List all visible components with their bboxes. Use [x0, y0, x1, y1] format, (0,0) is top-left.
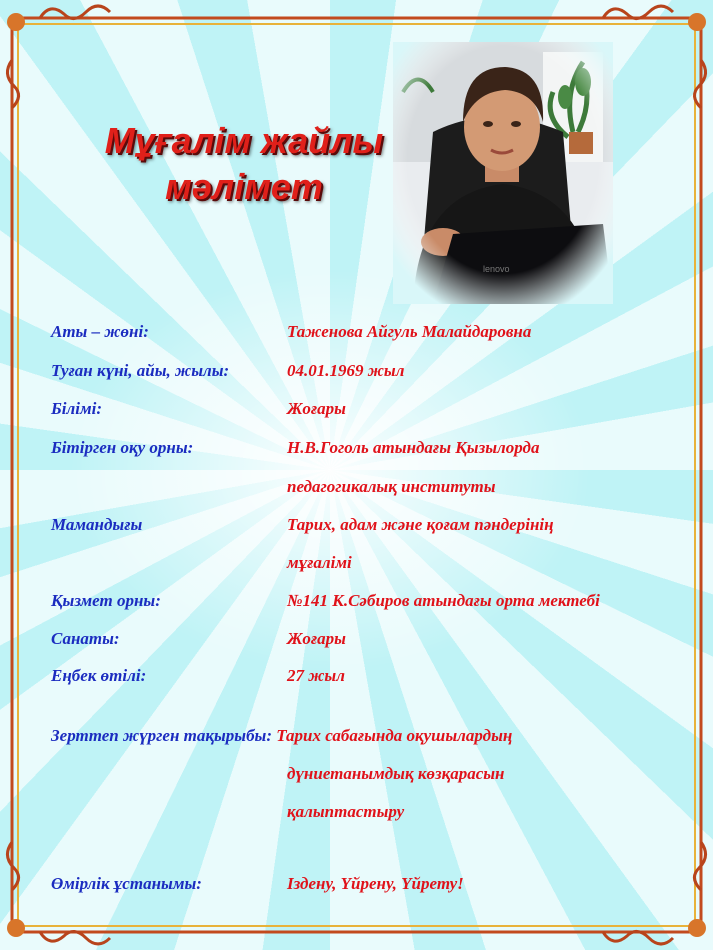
field-label: Санаты: — [51, 629, 120, 648]
research-value-1: Тарих сабағында оқушылардың — [276, 726, 513, 745]
field-value: Таженова Айгуль Малайдаровна — [287, 322, 532, 341]
field-label — [51, 726, 512, 746]
field-label: Бітірген оқу орны: — [51, 438, 194, 457]
field-label: Қызмет орны: — [51, 591, 161, 610]
field-value: 04.01.1969 жыл — [287, 361, 405, 380]
field-value: Н.В.Гоголь атындағы Қызылорда — [287, 438, 540, 457]
field-value-cont: педагогикалық институты — [287, 477, 496, 496]
title-line-1: Мұғалім жайлы — [104, 120, 384, 161]
field-value: 27 жыл — [287, 666, 345, 685]
field-value: №141 К.Сәбиров атындағы орта мектебі — [287, 591, 600, 610]
field-label: Туған күні, айы, жылы: — [51, 361, 230, 380]
research-value-3: қалыптастыру — [287, 802, 405, 821]
field-label: Мамандығы — [51, 515, 143, 534]
teacher-photo — [393, 42, 613, 304]
research-label-text: Зерттеп жүрген тақырыбы: — [51, 726, 273, 745]
field-value: Жоғары — [287, 629, 346, 648]
field-label: Еңбек өтілі: — [51, 666, 147, 685]
field-value-cont: мұғалімі — [287, 553, 352, 572]
field-label: Аты – жөні: — [51, 322, 149, 341]
field-label: Білімі: — [51, 399, 102, 418]
title-line-2: мәлімет — [165, 166, 323, 207]
field-label: Өмірлік ұстанымы: — [51, 874, 202, 893]
field-value: Тарих, адам және қоғам пәндерінің — [287, 515, 554, 534]
page-title — [84, 118, 404, 210]
research-value-2: дүниетанымдық көзқарасын — [287, 764, 505, 783]
field-value: Іздену, Үйрену, Үйрету! — [287, 874, 464, 893]
field-value: Жоғары — [287, 399, 346, 418]
